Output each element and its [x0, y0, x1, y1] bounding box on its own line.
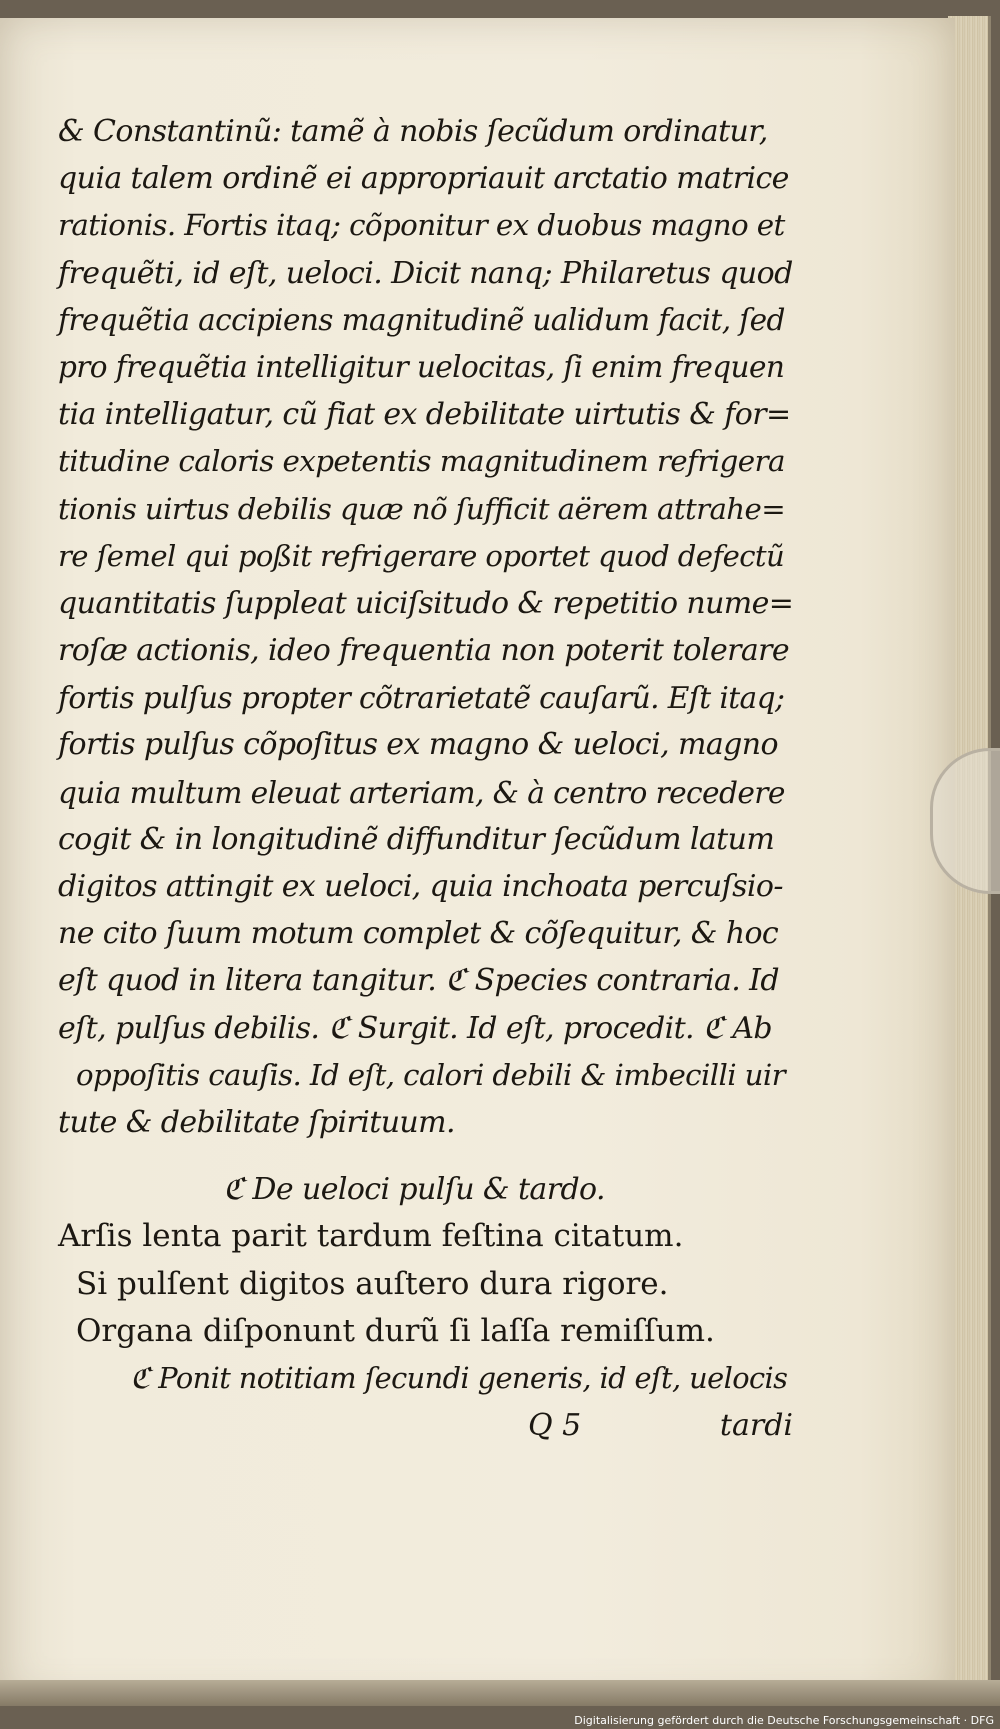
text-line: rationis. Fortis itaq; cõponitur ex duobus magno et [58, 208, 785, 243]
section-gap [58, 1146, 793, 1166]
verse-line: Organa diſponunt durũ ſi laſſa remiſſum. [76, 1312, 715, 1349]
section-heading: ℭ De ueloci pulſu & tardo. [223, 1172, 605, 1208]
page-text [58, 108, 793, 1449]
page-footer [58, 1402, 793, 1449]
text-line: & Constantinũ: tamẽ à nobis ſecũdum ordinatur, [58, 114, 768, 149]
text-line: roſæ actionis, ideo frequentia non poterit tolerare [58, 633, 790, 669]
text-line: tute & debilitate ſpirituum. [58, 1104, 455, 1140]
text-line: eſt, pulſus debilis. ℭ Surgit. Id eſt, procedit. ℭ Ab [58, 1010, 773, 1046]
text-line: quia talem ordinẽ ei appropriauit arctatio matrice [58, 161, 789, 197]
text-line: cogit & in longitudinẽ diffunditur ſecũdum latum [58, 821, 775, 857]
text-line: tia intelligatur, cũ fiat ex debilitate uirtutis & for= [58, 397, 791, 433]
text-line: quantitatis ſuppleat uiciſsitudo & repetitio nume= [58, 585, 794, 621]
text-line: fortis pulſus propter cõtrarietatẽ cauſarũ. Eſt itaq; [58, 680, 785, 716]
text-line: frequẽti, id eſt, ueloci. Dicit nanq; Philaretus quod [58, 255, 793, 291]
verse-line: Si pulſent digitos auſtero dura rigore. [76, 1265, 669, 1302]
text-line: eſt quod in litera tangitur. ℭ Species contraria. Id [58, 963, 779, 999]
digitization-credit: Digitalisierung gefördert durch die Deutsche Forschungsgemeinschaft · DFG [574, 1714, 994, 1727]
text-line: fortis pulſus cõpoſitus ex magno & ueloci, magno [58, 727, 778, 763]
page-bottom-edge [0, 1680, 1000, 1706]
text-line: pro frequẽtia intelligitur uelocitas, ſi enim frequen [58, 349, 785, 384]
text-line: ne cito ſuum motum complet & cõſequitur, & hoc [58, 916, 779, 952]
text-line: tionis uirtus debilis quæ nõ ſufficit aërem attrahe= [58, 491, 786, 526]
commentary-line: ℭ Ponit notitiam ſecundi generis, id eſt, uelocis [130, 1360, 788, 1395]
text-line: oppoſitis cauſis. Id eſt, calori debili & imbecilli uir [76, 1057, 786, 1092]
text-line: quia multum eleuat arteriam, & à centro recedere [58, 774, 785, 810]
verse-line: Arſis lenta parit tardum feſtina citatum. [58, 1218, 684, 1255]
signature-mark: Q 5 [528, 1408, 582, 1444]
text-line: titudine caloris expetentis magnitudinem refrigera [58, 444, 785, 479]
text-line: frequẽtia accipiens magnitudinẽ ualidum facit, ſed [58, 302, 785, 337]
catchword: tardi [719, 1408, 793, 1444]
book-page [0, 18, 955, 1700]
text-line: re ſemel qui poßit refrigerare oportet quod defectũ [58, 538, 785, 573]
text-line: digitos attingit ex ueloci, quia inchoata percuſsio- [58, 869, 783, 904]
